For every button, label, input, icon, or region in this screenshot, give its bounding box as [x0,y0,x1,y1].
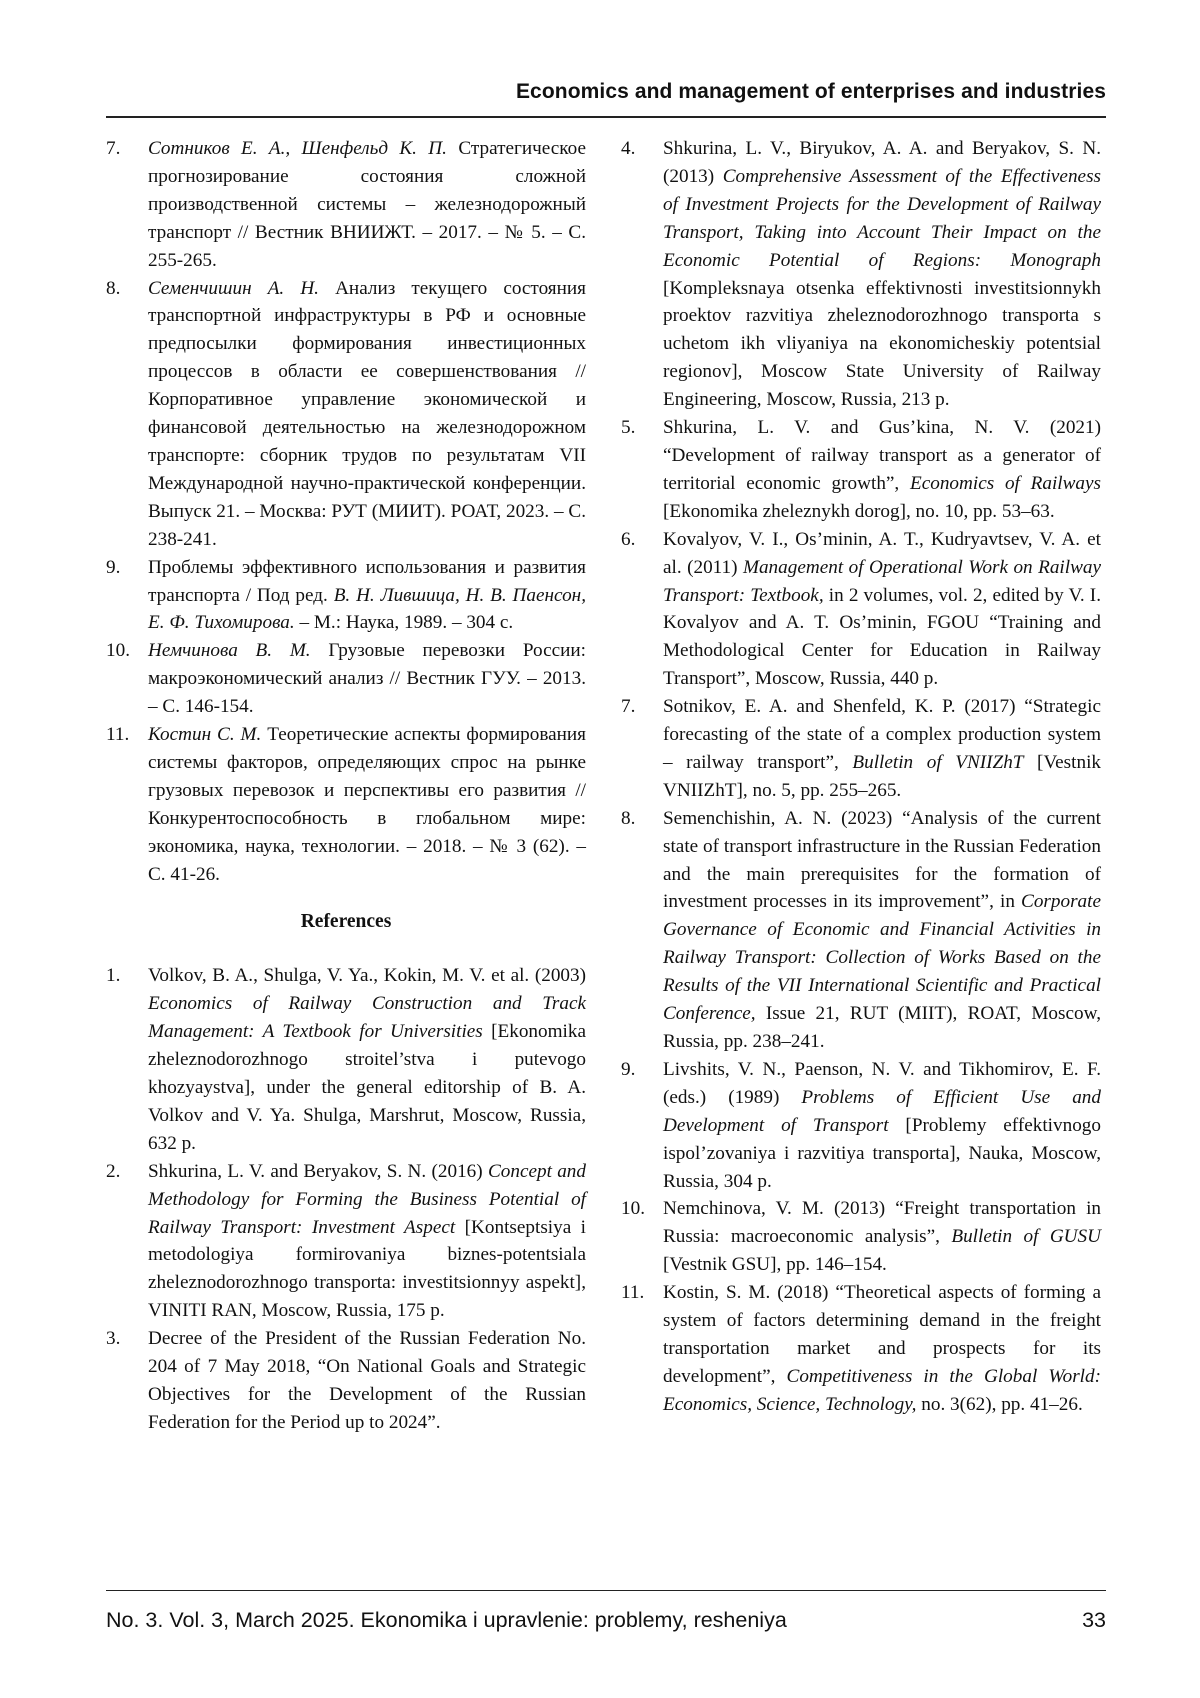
reference-italic-text: Management of Operational Work on Railway Transport: Textbook, [663,556,1101,606]
reference-text: Issue 21, RUT (MIIT), ROAT, Moscow, Russia, pp. 238–241. [663,1003,1101,1052]
reference-text: Shkurina, L. V., Biryukov, A. A. and Beryakov, S. N. (2013) [663,138,1101,187]
reference-number: 9. [621,1058,636,1080]
english-reference-list-left [106,962,586,1436]
reference-item [106,135,586,275]
reference-text: [Ekonomika zheleznykh dorog], no. 10, pp. 53–63. [663,500,1055,522]
reference-item [621,414,1101,526]
reference-text: [Vestnik VNIIZhT], no. 5, pp. 255–265. [663,751,1102,801]
reference-text: Kovalyov, V. I., Os’minin, A. T., Kudryavtsev, V. A. et al. (2011) [663,528,1101,578]
russian-reference-list [106,135,586,888]
left-column [106,135,586,1437]
reference-item [106,554,586,638]
reference-italic-text: Problems of Efficient Use and Development of Transport [663,1086,1101,1136]
reference-number: 5. [621,417,636,439]
right-column [621,135,1101,1419]
reference-number: 8. [621,807,636,829]
reference-text: Nemchinova, V. M. (2013) “Freight transportation in Russia: macroeconomic analysis”, [663,1198,1101,1248]
reference-italic-text: Семенчишин А. Н. [148,277,319,299]
reference-text: [Kontseptsiya i metodologiya formirovaniya biznes-potentsiala zheleznodorozhnogo transporta: investitsionnyy aspekt], VINITI RAN, Moscow, Russia, 175 p. [148,1216,586,1322]
reference-item [106,1325,586,1437]
reference-text: Стратегическое прогнозирование состояния сложной производственной системы – железнодорожный транспорт // Вестник ВНИИЖТ. – 2017. – № 5. – С. 255-265. [148,138,586,271]
reference-text: Livshits, V. N., Paenson, N. V. and Tikhomirov, E. F. (eds.) (1989) [663,1058,1101,1108]
reference-item [106,962,586,1157]
reference-item [106,275,586,554]
reference-text: [Kompleksnaya otsenka effektivnosti investitsionnykh proektov razvitiya zheleznodorozhnogo transporta s uchetom ikh vliyaniya na ekonomicheskiy potentsial regionov], Moscow State University of Railway Engineering, Moscow, Russia, 213 p. [663,277,1101,411]
reference-text: – М.: Наука, 1989. – 304 с. [294,612,514,634]
references-heading: References [300,911,392,933]
reference-number: 7. [621,696,636,718]
reference-text: in 2 volumes, vol. 2, edited by V. I. Kovalyov and A. T. Os’minin, FGOU “Training and Methodological Center for Education in Railway Transport”, Moscow, Russia, 440 p. [663,584,1101,690]
reference-italic-text: Костин С. М. [148,724,262,746]
reference-item [106,721,586,888]
reference-italic-text: Concept and Methodology for Forming the Business Potential of Railway Transport: Investment Aspect [148,1160,586,1238]
reference-text: Sotnikov, E. A. and Shenfeld, K. P. (2017) “Strategic forecasting of the state of a complex production system – railway transport”, [663,696,1101,773]
reference-item [621,1195,1101,1279]
reference-number: 1. [106,965,121,987]
reference-number: 10. [106,640,130,662]
reference-item [621,1056,1101,1196]
reference-italic-text: Bulletin of GUSU [951,1226,1101,1248]
reference-text: Semenchishin, A. N. (2023) “Analysis of the current state of transport infrastructure in the Russian Federation and the main prerequisites for the formation of investment processes in its improvement”, in [663,807,1101,913]
reference-item [621,1279,1101,1419]
running-header: Economics and management of enterprises and industries [515,80,1106,103]
reference-text: Проблемы эффективного использования и развития транспорта / Под ред. [148,556,586,606]
reference-text: Volkov, B. A., Shulga, V. Ya., Kokin, M. V. et al. (2003) [148,965,586,987]
reference-italic-text: Corporate Governance of Economic and Financial Activities in Railway Transport: Collection of Works Based on the Results of the VII International Scientific and Practical Conference, [663,891,1101,1025]
reference-text: no. 3(62), pp. 41–26. [916,1393,1083,1415]
reference-item [106,1158,586,1325]
reference-number: 11. [106,724,130,746]
reference-text: Теоретические аспекты формирования системы факторов, определяющих спрос на рынке грузовых перевозок и перспективы его развития // Конкурентоспособность в глобальном мире: экономика, наука, технологии. – 2018. – № 3 (62). – С. 41-26. [148,724,587,885]
reference-number: 9. [106,556,121,578]
reference-number: 4. [621,138,636,159]
reference-text: Shkurina, L. V. and Beryakov, S. N. (2016) [148,1160,488,1182]
reference-italic-text: Немчинова В. М. [148,640,311,662]
reference-item [621,805,1101,1056]
reference-number: 6. [621,528,636,550]
reference-number: 10. [621,1198,645,1220]
reference-italic-text: В. Н. Лившица, Н. В. Паенсон, Е. Ф. Тихомирова. [148,584,586,634]
reference-text: [Ekonomika zheleznodorozhnogo stroitel’stva i putevogo khozyaystva], under the general editorship of B. A. Volkov and V. Ya. Shulga, Marshrut, Moscow, Russia, 632 p. [148,1021,586,1154]
reference-italic-text: Competitiveness in the Global World: Economics, Science, Technology, [663,1365,1101,1415]
reference-text: Shkurina, L. V. and Gus’kina, N. V. (2021) “Development of railway transport as a generator of territorial economic growth”, [663,417,1101,494]
reference-italic-text: Comprehensive Assessment of the Effectiveness of Investment Projects for the Development of Railway Transport, Taking into Account Their Impact on the Economic Potential of Regions: Monograph [663,165,1101,271]
reference-number: 7. [106,138,121,159]
reference-text: Kostin, S. M. (2018) “Theoretical aspects of forming a system of factors determining demand in the freight transportation market and prospects for its development”, [663,1282,1101,1387]
reference-text: [Vestnik GSU], pp. 146–154. [663,1254,887,1276]
reference-item [621,693,1101,805]
reference-item [621,135,1101,414]
reference-item [106,637,586,721]
journal-citation: No. 3. Vol. 3, March 2025. Ekonomika i upravlenie: problemy, resheniya [106,1608,787,1632]
reference-number: 3. [106,1328,121,1350]
reference-number: 2. [106,1160,121,1182]
reference-italic-text: Сотников Е. А., Шенфельд К. П. [148,138,447,159]
reference-text: Грузовые перевозки России: макроэкономический анализ // Вестник ГУУ. – 2013. – С. 146-154. [148,640,586,718]
english-reference-list-right [621,135,1101,1419]
header-rule [106,116,1106,118]
footer-rule [106,1590,1106,1591]
page-number: 33 [1082,1608,1106,1632]
reference-italic-text: Economics of Railway Construction and Track Management: A Textbook for Universities [148,993,586,1043]
reference-italic-text: Bulletin of VNIIZhT [852,751,1024,773]
reference-number: 8. [106,277,121,299]
reference-italic-text: Economics of Railways [910,472,1101,494]
reference-item [621,526,1101,693]
reference-text: Decree of the President of the Russian Federation No. 204 of 7 May 2018, “On National Goals and Strategic Objectives for the Development of the Russian Federation for the Period up to 2024”. [148,1328,586,1433]
reference-text: [Problemy effektivnogo ispol’zovaniya i razvitiya transporta], Nauka, Moscow, Russia, 304 p. [663,1114,1101,1192]
reference-text: Анализ текущего состояния транспортной инфраструктуры в РФ и основные предпосылки формирования инвестиционных процессов в области ее совершенствования // Корпоративное управление экономической и финансовой деятельностью на железнодорожном транспорте: сборник трудов по результатам VII Международной научно-практической конференции. Выпуск 21. – Москва: РУТ (МИИТ). РОАТ, 2023. – С. 238-241. [148,277,586,550]
reference-number: 11. [621,1282,645,1304]
